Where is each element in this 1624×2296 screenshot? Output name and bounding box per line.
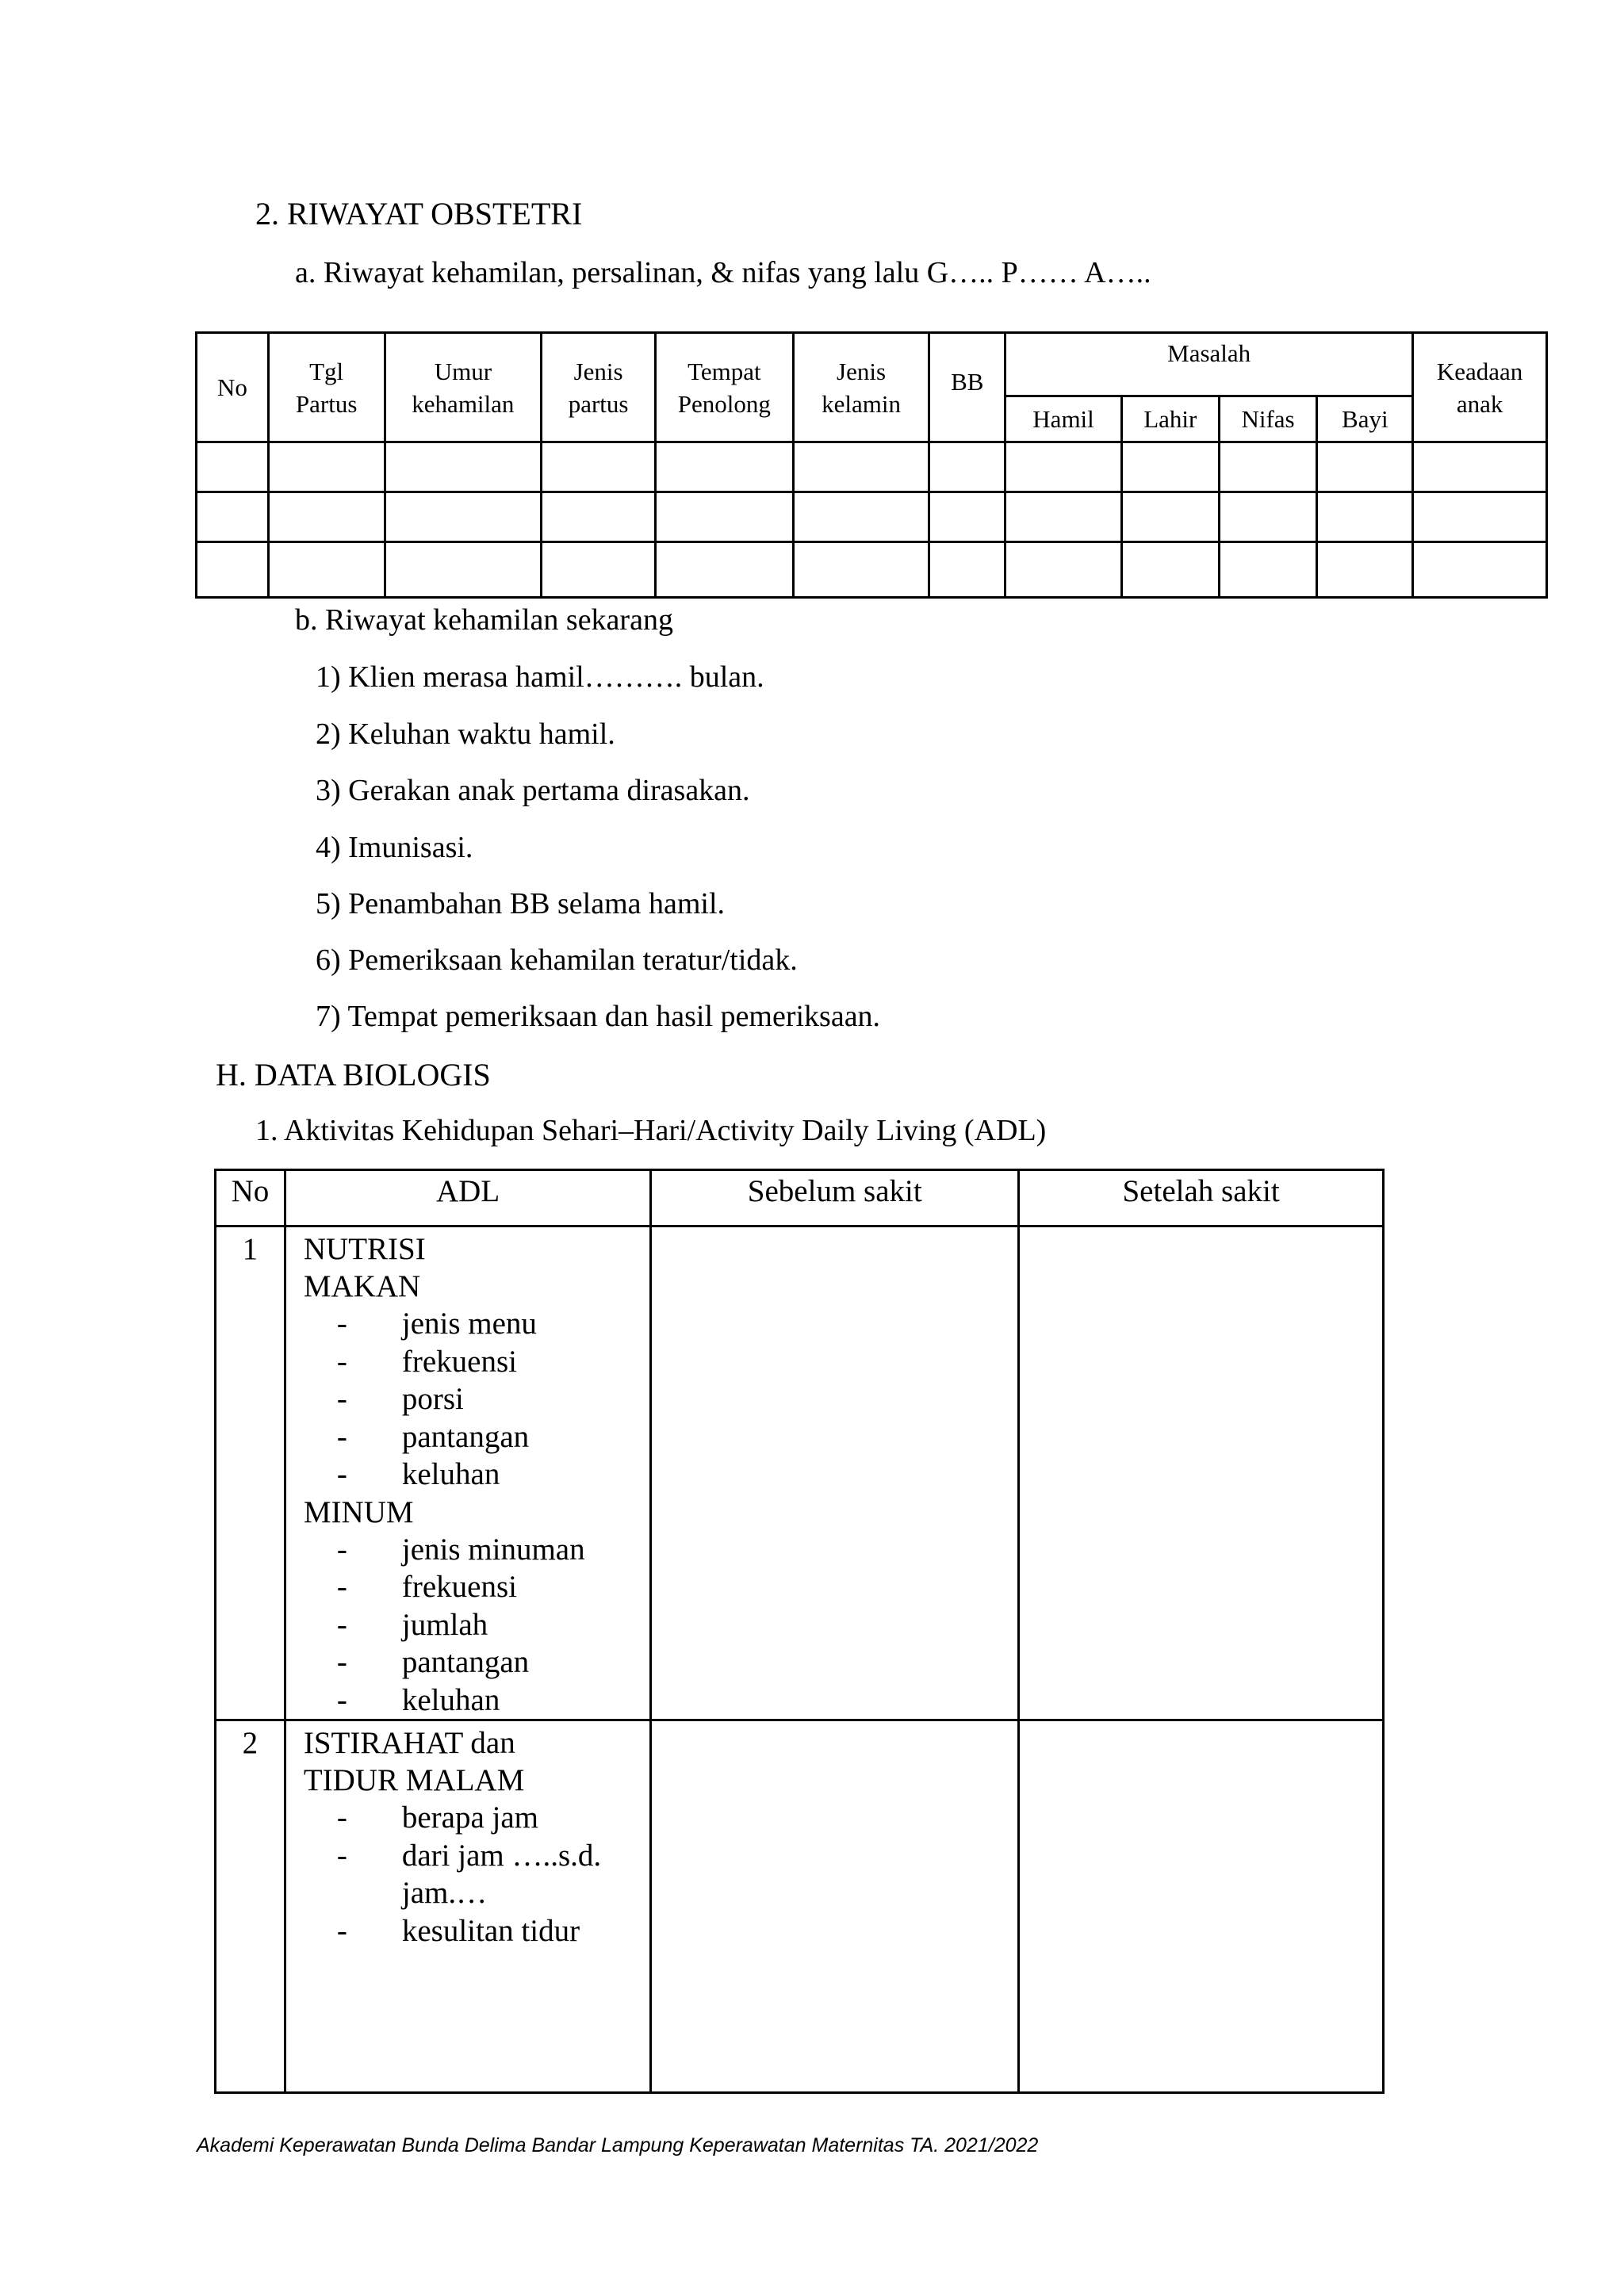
section-b-item: 3) Gerakan anak pertama dirasakan. [316,774,750,807]
header-bayi: Bayi [1317,396,1413,442]
header-bb: BB [929,333,1005,442]
adl-sub-item: - keluhan [336,1457,500,1491]
adl-table [214,1169,1385,2094]
adl-sub-item: - jenis minuman [336,1532,585,1567]
section-b-item: 6) Pemeriksaan kehamilan teratur/tidak. [316,943,798,977]
table-cell[interactable] [385,492,542,542]
header-tempat-penolong: Tempat Penolong [655,333,793,442]
adl-sub-item: - kesulitan tidur [336,1913,580,1948]
table-row [197,492,1547,542]
header-masalah: Masalah [1005,333,1413,396]
adl-sub-item: - dari jam …..s.d. [336,1838,602,1873]
adl-row-title: ISTIRAHAT dan [303,1726,515,1760]
table-cell[interactable] [542,442,656,492]
table-row [197,542,1547,598]
table-cell[interactable] [1317,442,1413,492]
table-cell[interactable] [1317,492,1413,542]
adl-row-no: 2 [216,1720,285,2093]
adl-group-label: MINUM [303,1494,414,1529]
table-row [216,1720,1384,2093]
header-keadaan-anak: Keadaan anak [1413,333,1547,442]
table-cell[interactable] [1005,542,1122,598]
table-cell[interactable] [542,542,656,598]
table-cell[interactable] [197,442,269,492]
section-b-item: 5) Penambahan BB selama hamil. [316,887,726,920]
table-cell[interactable] [655,542,793,598]
table-cell[interactable] [1413,542,1547,598]
table-cell[interactable] [929,442,1005,492]
adl-sub-item: - jenis menu [336,1307,537,1341]
adl-header-no: No [216,1170,285,1226]
table-cell[interactable] [268,492,385,542]
adl-row-no: 1 [216,1226,285,1720]
adl-sebelum-cell[interactable] [651,1226,1019,1720]
table-cell[interactable] [542,492,656,542]
adl-sub-item-continuation: jam.… [401,1876,488,1910]
header-jenis-partus: Jenis partus [542,333,656,442]
adl-sub-item: - frekuensi [336,1344,517,1379]
section-h-title: H. DATA BIOLOGIS [216,1057,491,1093]
section-b-item: 2) Keluhan waktu hamil. [316,718,615,751]
table-cell[interactable] [1219,492,1317,542]
adl-row-title: NUTRISI [303,1232,426,1266]
adl-row-title: TIDUR MALAM [303,1763,525,1797]
adl-sub-item: - berapa jam [336,1800,539,1835]
header-nifas: Nifas [1219,396,1317,442]
section-b-title: b. Riwayat kehamilan sekarang [295,603,673,637]
table-cell[interactable] [793,492,929,542]
table-cell[interactable] [1219,542,1317,598]
table-cell[interactable] [197,542,269,598]
table-cell[interactable] [929,492,1005,542]
table-cell[interactable] [1219,442,1317,492]
table-row [216,1226,1384,1720]
adl-header-adl: ADL [285,1170,650,1226]
table-cell[interactable] [1121,442,1219,492]
header-jenis-kelamin: Jenis kelamin [793,333,929,442]
adl-sub-item: - pantangan [336,1645,530,1679]
table-cell[interactable] [385,442,542,492]
adl-setelah-cell[interactable] [1019,1226,1384,1720]
adl-header-setelah: Setelah sakit [1019,1170,1384,1226]
header-umur-kehamilan: Umur kehamilan [385,333,542,442]
adl-sebelum-cell[interactable] [651,1720,1019,2093]
adl-sub-item: - jumlah [336,1607,488,1642]
adl-sub-item: - pantangan [336,1419,530,1454]
section-riwayat-title: 2. RIWAYAT OBSTETRI [255,196,583,232]
header-no: No [197,333,269,442]
table-cell[interactable] [385,542,542,598]
adl-sub-item: - porsi [336,1382,464,1416]
adl-sub-item: - frekuensi [336,1570,517,1604]
table-row [197,442,1547,492]
table-cell[interactable] [197,492,269,542]
adl-header-sebelum: Sebelum sakit [651,1170,1019,1226]
table-cell[interactable] [1317,542,1413,598]
section-b-item: 4) Imunisasi. [316,831,473,864]
table-cell[interactable] [1005,442,1122,492]
adl-sub-item: - keluhan [336,1682,500,1717]
table-cell[interactable] [1121,492,1219,542]
table-cell[interactable] [793,442,929,492]
page-footer: Akademi Keperawatan Bunda Delima Bandar Lampung Keperawatan Maternitas TA. 2021/2022 [197,2134,1039,2156]
header-tgl-partus: Tgl Partus [268,333,385,442]
table-cell[interactable] [268,442,385,492]
table-cell[interactable] [655,492,793,542]
obstetric-history-table [195,331,1548,599]
table-cell[interactable] [1005,492,1122,542]
table-cell[interactable] [1121,542,1219,598]
adl-setelah-cell[interactable] [1019,1720,1384,2093]
header-hamil: Hamil [1005,396,1122,442]
section-b-item: 1) Klien merasa hamil………. bulan. [316,660,764,694]
table-cell[interactable] [1413,442,1547,492]
table-cell[interactable] [793,542,929,598]
table-cell[interactable] [929,542,1005,598]
section-riwayat-sub-a: a. Riwayat kehamilan, persalinan, & nifas yang lalu G….. P…… A….. [295,256,1151,289]
table-cell[interactable] [1413,492,1547,542]
header-lahir: Lahir [1121,396,1219,442]
table-cell[interactable] [268,542,385,598]
table-cell[interactable] [655,442,793,492]
adl-row-activity [285,1226,650,1720]
adl-group-label: MAKAN [303,1269,421,1303]
section-h-sub-1: 1. Aktivitas Kehidupan Sehari–Hari/Activity Daily Living (ADL) [255,1114,1047,1147]
section-b-item: 7) Tempat pemeriksaan dan hasil pemeriksaan. [316,1000,881,1033]
adl-row-activity [285,1720,650,2093]
